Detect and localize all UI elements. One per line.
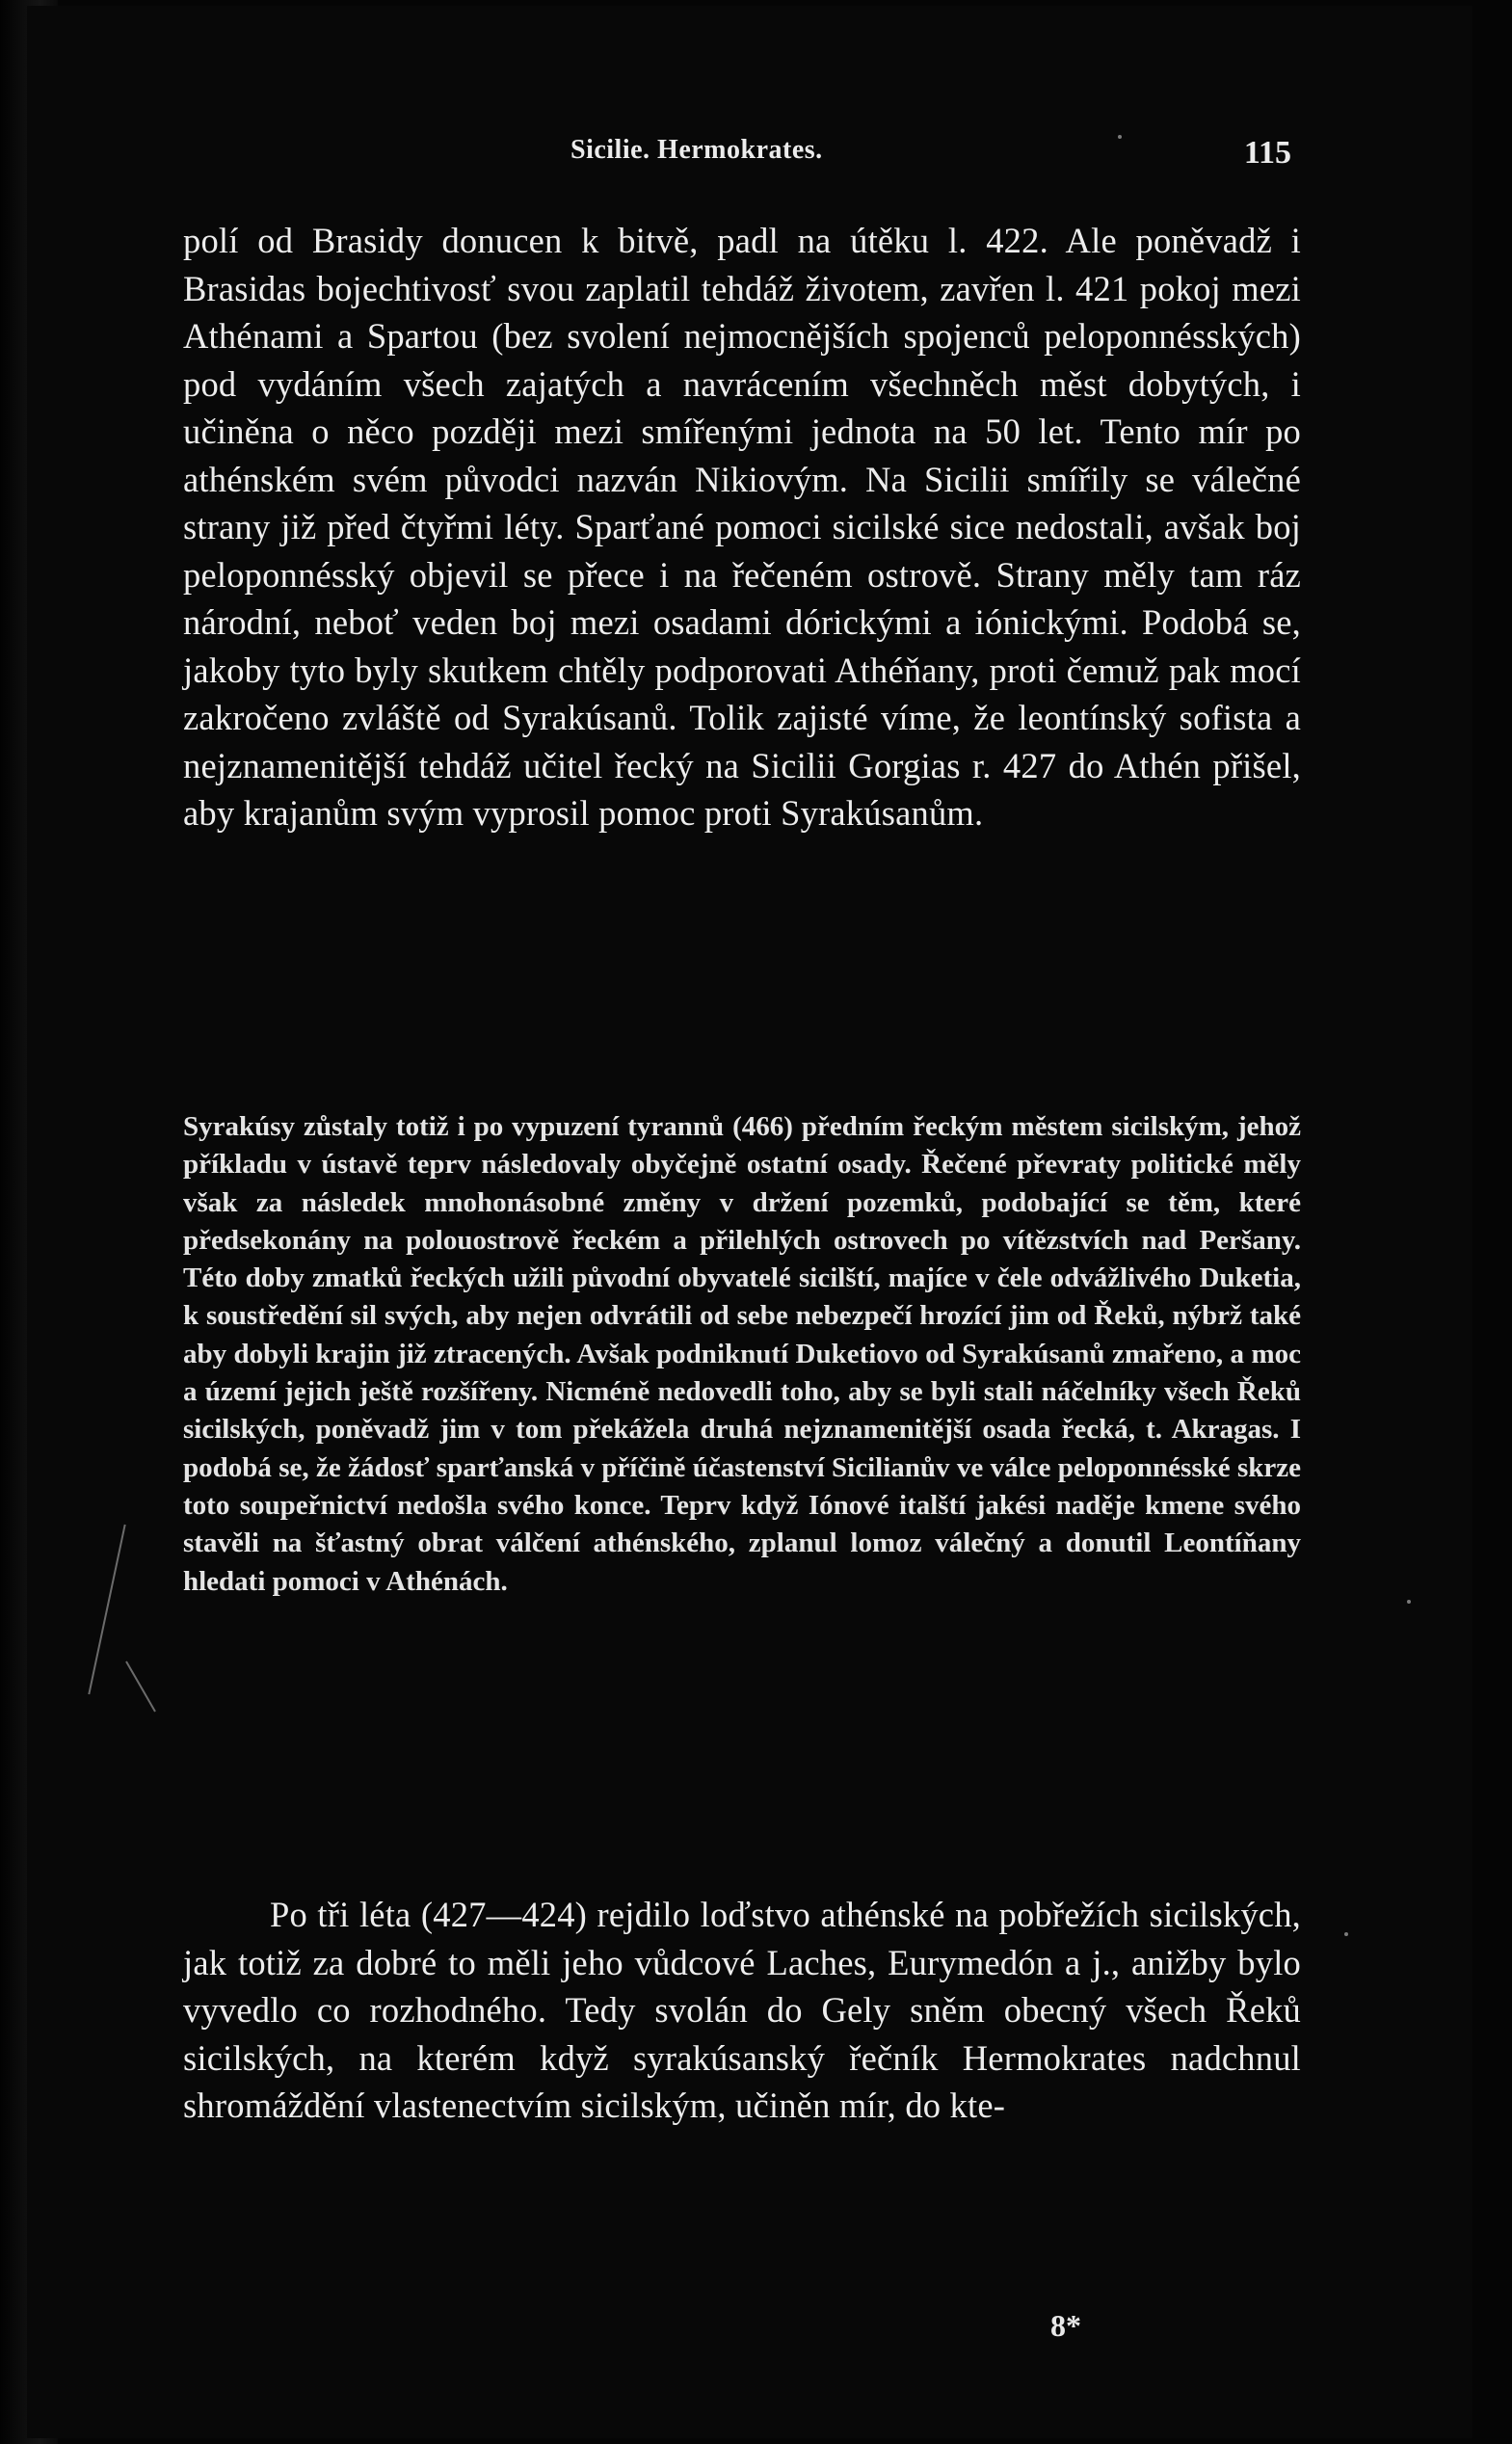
paper-speck xyxy=(1344,1932,1348,1936)
running-head xyxy=(183,135,1301,173)
paper-speck xyxy=(1407,1600,1411,1604)
main-paragraph xyxy=(183,217,1301,837)
note-paragraph xyxy=(183,1108,1301,1601)
paper-speck xyxy=(1118,135,1122,139)
final-paragraph xyxy=(183,1891,1301,2130)
page-number: 115 xyxy=(1243,135,1291,171)
final-paragraph-text: Po tři léta (427—424) rejdilo loďstvo athénské na pobřežích sicilských, jak totiž za dobré to měli jeho vůdcové Laches, Eurymedón a j., anižby bylo vyvedlo co rozhodného. Tedy svolán do Gely sněm obecný všech Řeků sicilských, na kterém když syrakúsanský řečník Hermokrates nadchnul shromáždění vlastenectvím sicilským, učiněn mír, do kte- xyxy=(183,1895,1301,2125)
running-title: Sicilie. Hermokrates. xyxy=(570,135,823,165)
note-paragraph-text: Syrakúsy zůstaly totiž i po vypuzení tyrannů (466) předním řeckým městem sicilským, jehož příkladu v ústavě teprv následovaly obyčejně ostatní osady. Řečené převraty politické měly však za následek mnohonásobné změny v držení pozemků, podobající se těm, které předsekonány na polouostrově řeckém a přilehlých ostrovech po vítězstvích nad Peršany. Této doby zmatků řeckých užili původní obyvatelé sicilští, majíce v čele odvážlivého Duketia, k soustředění sil svých, aby nejen odvrátili od sebe nebezpečí hrozící jim od Řeků, nýbrž také aby dobyli krajin již ztracených. Avšak podniknutí Duketiovo od Syrakúsanů zmařeno, a moc a území jejich ještě rozšířeny. Nicméně nedovedli toho, aby se byli stali náčelníky všech Řeků sicilských, poněvadž jim v tom překážela druhá nejznamenitější osada řecká, t. Akragas. I podobá se, že žádosť sparťanská v příčině účastenství Sicilianův ve válce peloponnésské skrze toto soupeřnictví nedošla svého konce. Teprv když Iónové italští jakési naděje kmene svého stavěli na šťastný obrat válčení athénského, zplanul lomoz válečný a donutil Leontíňany hledati pomoci v Athénách. xyxy=(183,1111,1301,1597)
signature-mark: 8* xyxy=(1050,2308,1081,2343)
main-paragraph-text: polí od Brasidy donucen k bitvě, padl na útěku l. 422. Ale poněvadž i Brasidas bojechtivosť svou zaplatil tehdáž životem, zavřen l. 421 pokoj mezi Athénami a Spartou (bez svolení nejmocnějších spojenců peloponnésských) pod vydáním všech zajatých a navrácením všechněch měst dobytých, i učiněna o něco později mezi smířenými jednota na 50 let. Tento mír po athénském svém původci nazván Nikiovým. Na Sicilii smířily se válečné strany již před čtyřmi léty. Sparťané pomoci sicilské sice nedostali, avšak boj peloponnésský objevil se přece i na řečeném ostrově. Strany měly tam ráz národní, neboť veden boj mezi osadami dórickými a iónickými. Podobá se, jakoby tyto byly skutkem chtěly podporovati Athéňany, proti čemuž pak mocí zakročeno zvláště od Syrakúsanů. Tolik zajisté víme, že leontínský sofista a nejznamenitější tehdáž učitel řecký na Sicilii Gorgias r. 427 do Athén přišel, aby krajanům svým vyprosil pomoc proti Syrakúsanům. xyxy=(183,221,1301,833)
